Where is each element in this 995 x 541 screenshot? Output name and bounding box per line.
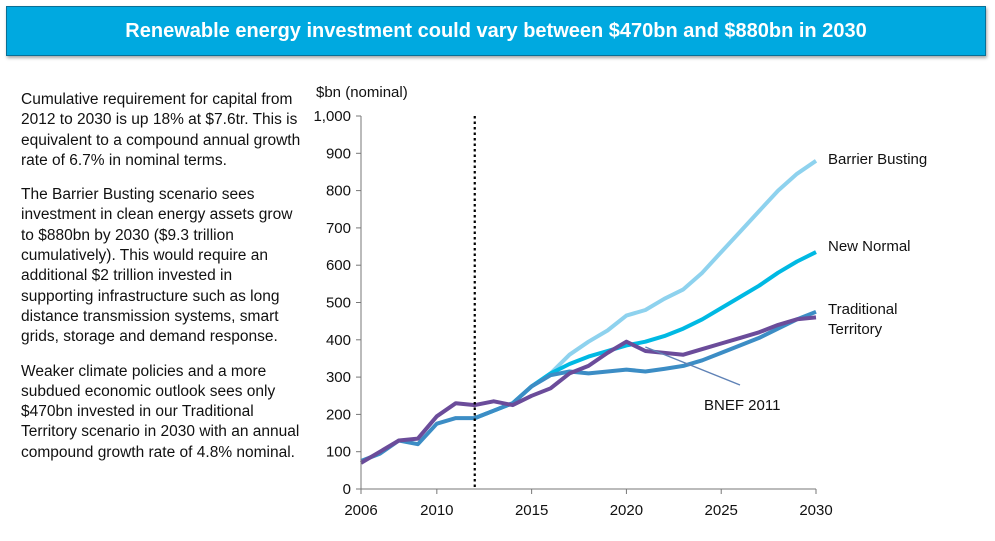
page-title: Renewable energy investment could vary between $470bn and $880bn in 2030	[125, 19, 867, 42]
y-tick-label: 900	[325, 145, 351, 163]
x-tick-label: 2006	[344, 502, 378, 519]
y-tick-label: 0	[342, 481, 351, 498]
series-label-territory: Territory	[828, 321, 883, 338]
paragraph-cumulative: Cumulative requirement for capital from 2012 to 2030 is up 18% at $7.6tr. This is equivalent to a compound annual growth rate of 6.7% in nominal terms.	[21, 91, 301, 169]
y-tick-label: 700	[325, 219, 351, 237]
x-tick-label: 2015	[514, 502, 549, 519]
y-axis-label: $bn (nominal)	[316, 84, 408, 101]
y-tick-label: 400	[325, 331, 351, 349]
x-tick-label: 2030	[799, 502, 833, 519]
y-tick-label: 800	[325, 182, 351, 200]
series-label-new-normal: New Normal	[828, 238, 911, 255]
y-tick-label: 200	[325, 406, 351, 424]
series-line-bnef-2011	[361, 317, 816, 463]
y-tick-label: 100	[325, 443, 351, 461]
x-tick-label: 2025	[704, 502, 738, 519]
paragraph-traditional-territory: Weaker climate policies and a more subdued economic outlook sees only $470bn invested in our Traditional Territory scenario in 2030 with an annual compound growth rate of 4.8% nominal.	[21, 362, 300, 461]
y-tick-label: 1,000	[313, 108, 351, 125]
series-label-traditional: Traditional	[828, 301, 898, 318]
x-tick-label: 2020	[609, 502, 644, 519]
x-tick-label: 2010	[420, 502, 454, 519]
title-banner	[6, 6, 986, 56]
series-line-barrier-busting	[475, 161, 816, 418]
description-text	[21, 90, 301, 477]
y-tick-label: 500	[325, 294, 351, 312]
chart-svg	[300, 76, 990, 536]
series-label-barrier-busting: Barrier Busting	[828, 151, 928, 168]
y-tick-label: 600	[325, 257, 351, 275]
paragraph-barrier-busting: The Barrier Busting scenario sees investment in clean energy assets grow to $880bn by 2030 ($9.3 trillion cumulatively). This would require an additional $2 trillion invested in supporting infrastructure such as long distance transmission systems, smart grids, storage and demand response.	[21, 186, 293, 346]
y-tick-label: 300	[325, 369, 351, 387]
series-label-bnef-2011: BNEF 2011	[704, 397, 781, 414]
investment-line-chart	[300, 76, 990, 541]
